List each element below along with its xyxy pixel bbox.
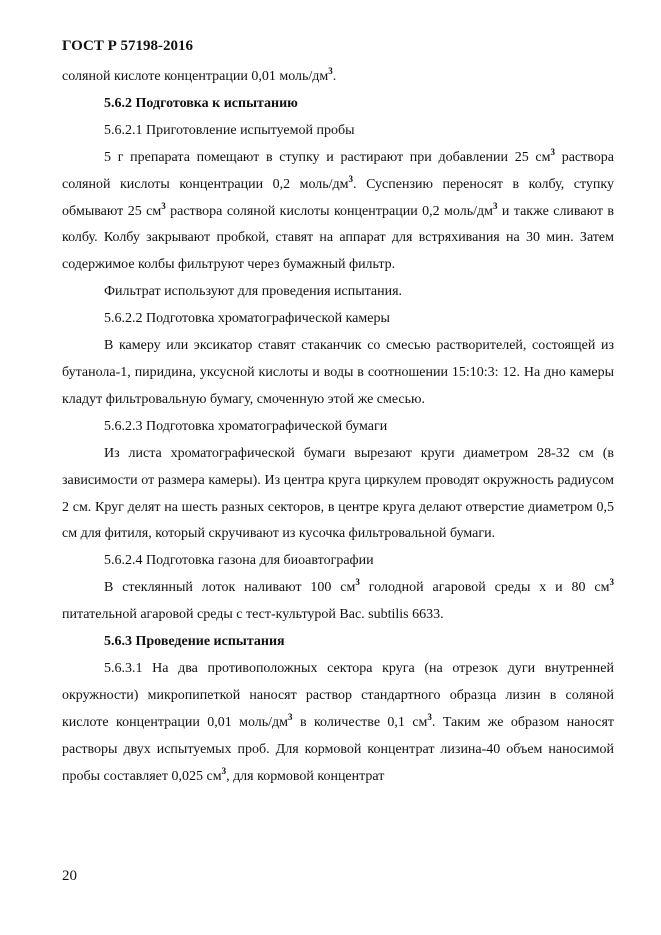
superscript: 3 <box>348 173 354 184</box>
paragraph-chamber-preparation: В камеру или эксикатор ставят стаканчик со смесью растворителей, состоящей из бутанола-1, пиридина, уксусной кислоты и воды в соотношении 15:10:3: 12. На дно камеры кладут фильтровальную бумагу, смоченную этой же смесью. <box>62 338 614 407</box>
document-header: ГОСТ Р 57198-2016 <box>62 38 194 54</box>
subsection-heading-5-6-2-4: 5.6.2.4 Подготовка газона для биоавтографии <box>104 553 374 569</box>
subsection-heading-5-6-2-3: 5.6.2.3 Подготовка хроматографической бумаги <box>104 418 388 434</box>
document-body <box>62 64 614 790</box>
page-number: 20 <box>62 868 77 884</box>
superscript: 3 <box>609 577 614 588</box>
text-run: голодной агаровой среды х и 80 см <box>359 580 610 596</box>
text-run: питательной агаровой среды с тест-культурой Bac. subtilis 6633. <box>62 607 444 623</box>
superscript: 3 <box>492 200 498 211</box>
paragraph-test-procedure <box>62 656 614 791</box>
text-run: . Суспензию переносят в колбу, ступку обмывают 25 см <box>62 176 615 219</box>
text-run: , для кормовой концентрат <box>226 768 385 784</box>
text-run: и также сливают в колбу. Колбу закрывают пробкой, ставят на аппарат для встряхивания на 30 мин. Затем содержимое колбы фильтруют через бумажный фильтр. <box>62 203 614 273</box>
text-run: раствора соляной кислоты концентрации 0,2 моль/дм <box>62 149 614 192</box>
superscript: 3 <box>288 711 293 722</box>
paragraph-paper-preparation: Из листа хроматографической бумаги вырезают круги диаметром 28-32 см (в зависимости от размера камеры). Из центра круга циркулем проводят окружность радиусом 2 см. Круг делят на шесть разных секторов, в центре круга делают отверстие диаметром 0,5 см для фитиля, который скручивают из кусочка фильтровальной бумаги. <box>62 445 614 542</box>
text-run: соляной кислоте концентрации 0,01 моль/дм <box>62 69 329 84</box>
text-run: В стеклянный лоток наливают 100 см <box>104 580 356 596</box>
text-run: 5.6.3.1 На два противоположных сектора круга (на отрезок дуги внутренней окружности) микропипеткой наносят раствор стандартного образца лизин в соляной кислоте концентрации 0,01 моль/дм <box>62 660 614 730</box>
text-run: . Таким же образом наносят растворы двух испытуемых проб. Для кормовой концентрат лизина-40 объем наносимой пробы составляет 0,025 см <box>62 714 615 784</box>
section-heading-5-6-3: 5.6.3 Проведение испытания <box>104 634 285 650</box>
superscript: 3 <box>161 200 166 211</box>
paragraph-filtrate: Фильтрат используют для проведения испытания. <box>104 284 403 300</box>
text-run: раствора соляной кислоты концентрации 0,2 моль/дм <box>165 203 493 219</box>
text-run: 5 г препарата помещают в ступку и растирают при добавлении 25 см <box>104 149 551 165</box>
superscript: 3 <box>221 765 227 776</box>
paragraph-continuation <box>62 64 614 91</box>
superscript: 3 <box>427 711 432 722</box>
superscript: 3 <box>355 577 360 588</box>
text-run: . <box>332 69 337 84</box>
superscript: 3 <box>328 66 333 76</box>
paragraph-sample-preparation <box>62 145 614 280</box>
subsection-heading-5-6-2-2: 5.6.2.2 Подготовка хроматографической камеры <box>104 311 390 327</box>
section-heading-5-6-2: 5.6.2 Подготовка к испытанию <box>104 95 298 111</box>
paragraph-lawn-preparation <box>62 575 614 629</box>
subsection-heading-5-6-2-1: 5.6.2.1 Приготовление испытуемой пробы <box>104 122 355 138</box>
text-run: в количестве 0,1 см <box>292 714 428 730</box>
superscript: 3 <box>550 146 556 157</box>
